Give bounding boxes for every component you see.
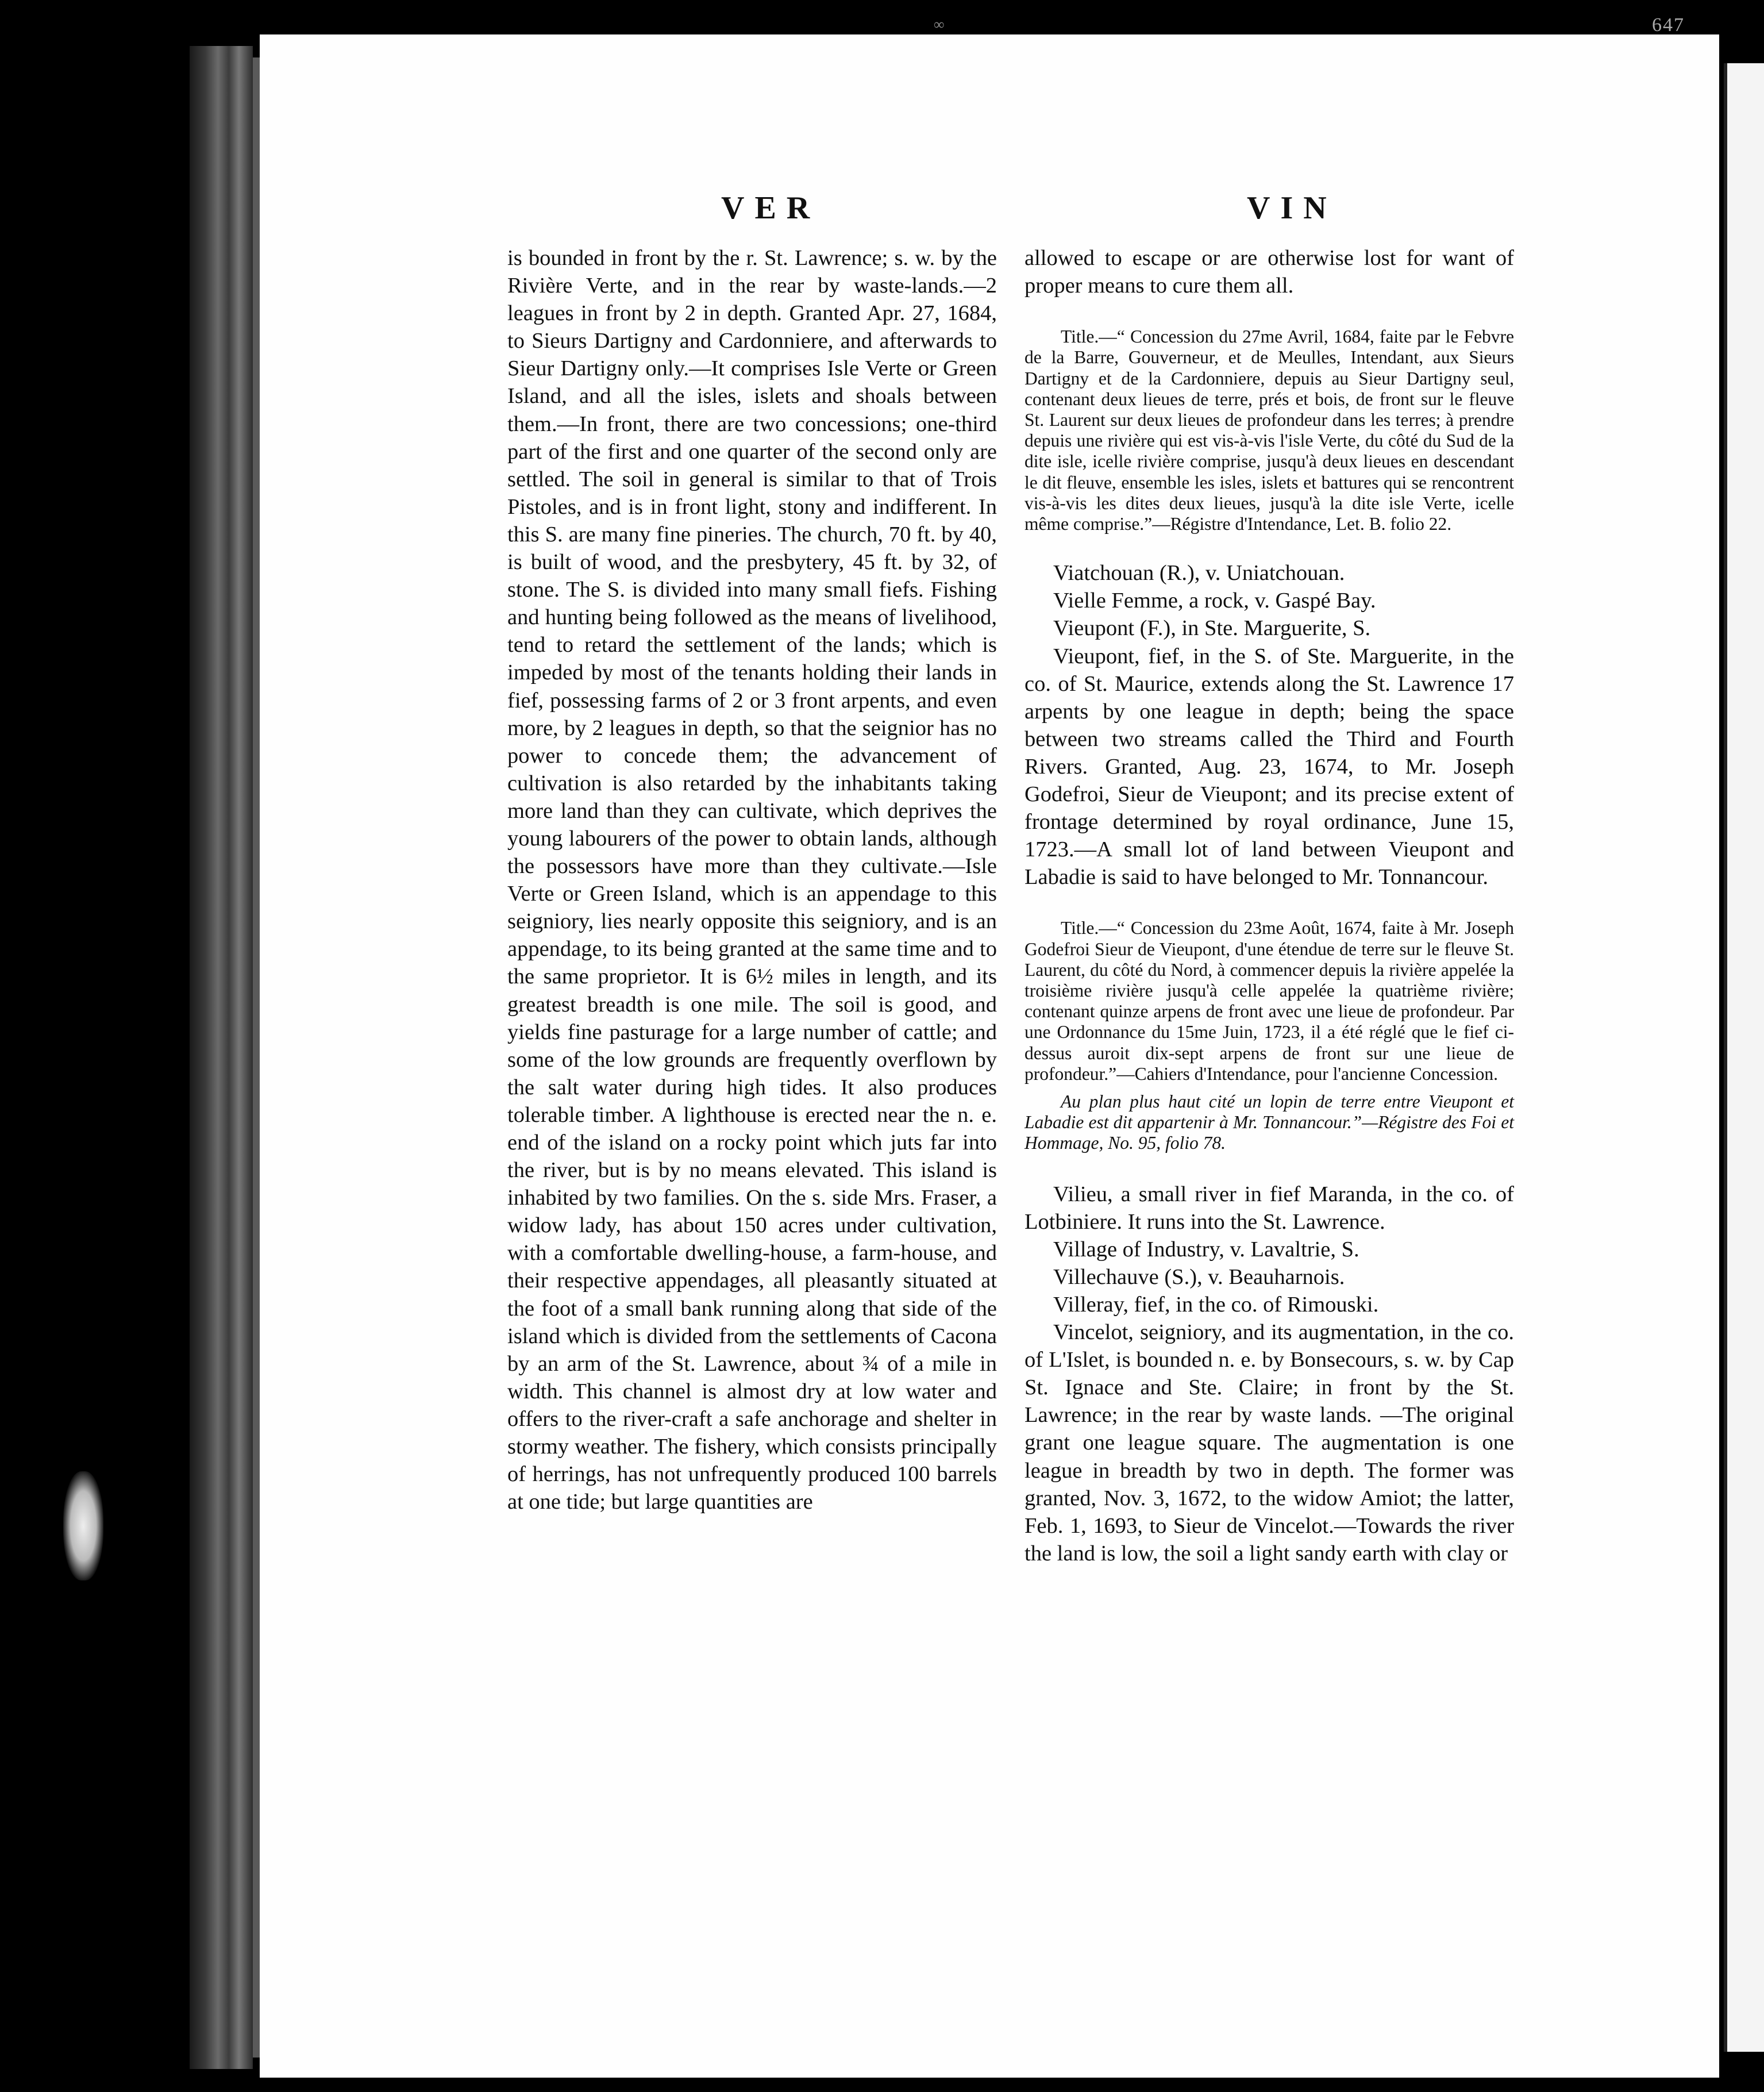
continuation-text: allowed to escape or are otherwise lost for want of proper means to cure them all. — [1024, 246, 1514, 298]
top-mark: ∞ — [934, 16, 945, 33]
left-column-text: is bounded in front by the r. St. Lawrence; s. w. by the Rivière Verte, and in the rear by waste-lands.—2 leagues in front by 2 in depth. Granted Apr. 27, 1684, to Sieurs Dartigny and Cardonniere, and afterwards to Sieur Dartigny only.—It comprises Isle Verte or Green Island, and all the isles, islets and shoals between them.—In front, there are two concessions; one-third part of the first and one quarter of the second only are settled. The soil in general is similar to that of Trois Pistoles, and is in front light, stony and indifferent. In this S. are many fine pineries. The church, 70 ft. by 40, is built of wood, and the presbytery, 45 ft. by 32, of stone. The S. is divided into many small fiefs. Fishing and hunting being followed as the means of livelihood, tend to retard the settlement of the lands; which is impeded by most of the tenants holding their lands in fief, possessing farms of 2 or 3 front arpents, and even more, by 2 leagues in depth, so that the seignior has no power to concede them; the advancement of cultivation is also retarded by the inhabitants taking more land than they can cultivate, which deprives the young labourers of the power to obtain lands, although the possessors have more than they cultivate.—Isle Verte or Green Island, which is an appendage to this seigniory, lies nearly opposite this seigniory, and is an appendage, to its being granted at the same time and to the same proprietor. It is 6½ miles in length, and its greatest breadth is one mile. The soil is good, and yields fine pasturage for a large number of cattle; and some of the low grounds are frequently overflown by the salt water during high tides. It also produces tolerable timber. A lighthouse is erected near the n. e. end of the island on a rocky point which juts far into the river, but is by no means elevated. This island is inhabited by two families. On the s. side Mrs. Fraser, a widow lady, has about 150 acres under cultivation, with a comfortable dwelling-house, a farm-house, and their respective appendages, all pleasantly situated at the foot of a small bank running along that side of the island which is divided from the settlements of Cacona by an arm of the St. Lawrence, about ¾ of a mile in width. This channel is almost dry at low water and offers to the river-craft a safe anchorage and shelter in stormy weather. The fishery, which consists principally of herrings, has not unfrequently produced 100 barrels at one tide; but large quantities are — [507, 246, 997, 1514]
left-running-head: VER — [721, 190, 821, 226]
page-number: 647 — [1652, 14, 1685, 36]
entry-vieupont-f: Vieupont (F.), in Ste. Marguerite, S. — [1053, 616, 1371, 641]
entry-vieupont-fief: Vieupont, fief, in the S. of Ste. Marguerite, in the co. of St. Maurice, extends along the St. Lawrence 17 arpents by one league in depth; being the space between two streams called the Third and Fourth Rivers. Granted, Aug. 23, 1674, to Mr. Joseph Godefroi, Sieur de Vieupont; and its precise extent of frontage determined by royal ordinance, June 15, 1723.—A small lot of land between Vieupont and Labadie is said to have belonged to Mr. Tonnancour. — [1024, 644, 1514, 890]
entry-vilieu: Vilieu, a small river in fief Maranda, in the co. of Lotbiniere. It runs into the St. Lawrence. — [1024, 1182, 1514, 1234]
title-note-plan: Au plan plus haut cité un lopin de terre entre Vieupont et Labadie est dit appartenir à Mr. Tonnancour.”—Régistre des Foi et Hommage, No. 95, folio 78. — [1024, 1091, 1514, 1153]
binding-edge — [253, 57, 260, 2058]
right-running-head: VIN — [1247, 190, 1337, 226]
entry-villeray: Villeray, fief, in the co. of Rimouski. — [1053, 1292, 1379, 1317]
book-binding — [190, 46, 253, 2069]
entry-vielle-femme: Vielle Femme, a rock, v. Gaspé Bay. — [1053, 589, 1376, 613]
entry-village-of-industry: Village of Industry, v. Lavaltrie, S. — [1053, 1237, 1359, 1262]
title-note-1684: Title.—“ Concession du 27me Avril, 1684, faite par le Febvre de la Barre, Gouverneur, et de Meulles, Intendant, aux Sieurs Dartigny et de la Cardonniere, depuis au Sieur Dartigny seul, contenant deux lieues de terre, prés et bois, de front sur le fleuve St. Laurent sur deux lieues de profondeur dans les terres; à prendre depuis une rivière qui est vis-à-vis l'isle Verte, du côté du Sud de la dite isle, icelle rivière comprise, jusqu'à deux lieues en descendant le dit fleuve, ensemble les isles, islets et battures qui se rencontrent vis-à-vis les dites deux lieues, jusqu'à la dite isle Verte, icelle même comprise.”—Régistre d'Intendance, Let. B. folio 22. — [1024, 326, 1514, 534]
next-page-edge — [1724, 63, 1764, 2052]
entry-villechauve: Villechauve (S.), v. Beauharnois. — [1053, 1264, 1345, 1289]
left-column — [507, 244, 997, 1516]
right-column — [1024, 244, 1514, 1567]
title-note-1674: Title.—“ Concession du 23me Août, 1674, faite à Mr. Joseph Godefroi Sieur de Vieupont, d'une étendue de terre sur le fleuve St. Laurent, du côté du Nord, à commencer depuis la rivière appelée la troisième rivière jusqu'à celle appelée la quatrième rivière; contenant quinze arpens de front avec une lieue de profondeur. Par une Ordonnance du 15me Juin, 1723, il a été réglé que le fief ci-dessus auroit dix-sept arpens de front sur une lieue de profondeur.”—Cahiers d'Intendance, pour l'ancienne Concession. — [1024, 918, 1514, 1084]
entry-vincelot: Vincelot, seigniory, and its augmentation, in the co. of L'Islet, is bounded n. e. by Bonsecours, s. w. by Cap St. Ignace and Ste. Claire; in front by the St. Lawrence; in the rear by waste lands. —The original grant one league square. The augmentation is one league in breadth by two in depth. The former was granted, Nov. 3, 1672, to the widow Amiot; the latter, Feb. 1, 1693, to Sieur de Vincelot.—Towards the river the land is low, the soil a light sandy earth with clay or — [1024, 1320, 1514, 1566]
paper-stain — [63, 1471, 103, 1580]
entry-viatchouan: Viatchouan (R.), v. Uniatchouan. — [1053, 561, 1345, 586]
